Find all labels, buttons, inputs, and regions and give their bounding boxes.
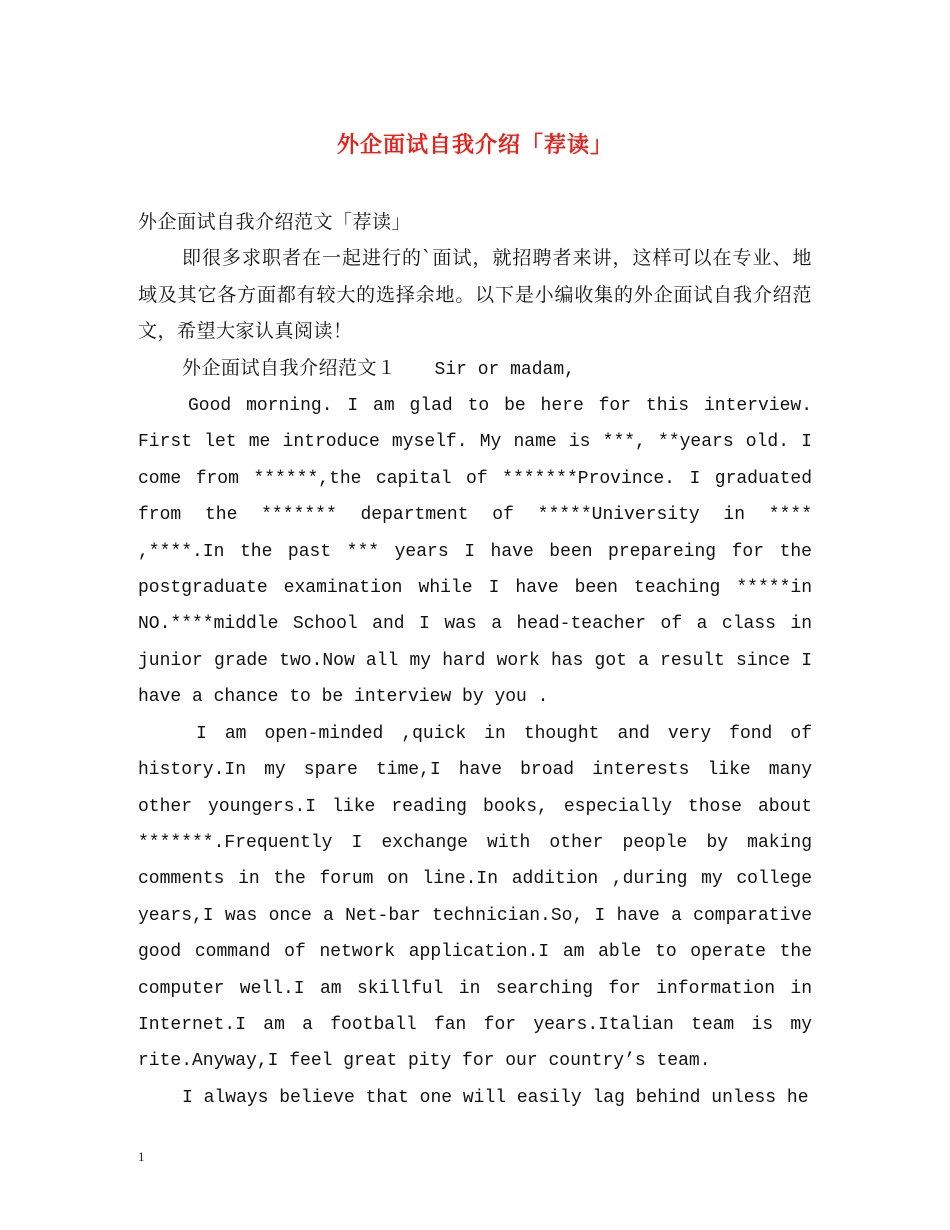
section-heading: 外企面试自我介绍范文１	[182, 356, 397, 379]
paragraph-1: Good morning. I am glad to be here for this interview. First let me introduce myself. My name is ***, **years old. I come from ******,the capital of *******Province. I graduated from the ******* department of *****University in **** ,****.In the past *** years I have been prepareing for the postgraduate examination while I have been teaching *****in NO.****middle School and I was a head-teacher of a class in junior grade two.Now all my hard work has got a result since I have a chance to be interview by you .	[138, 396, 812, 708]
document-body	[138, 204, 812, 1116]
paragraph-3: I always believe that one will easily lag behind unless he	[182, 1087, 809, 1108]
intro-paragraph: 即很多求职者在一起进行的`面试，就招聘者来讲，这样可以在专业、地域及其它各方面都有较大的选择余地。以下是小编收集的外企面试自我介绍范文，希望大家认真阅读！	[138, 247, 812, 343]
section-heading-line	[138, 350, 812, 388]
document-subtitle: 外企面试自我介绍范文「荐读」	[138, 211, 412, 233]
document-title: 外企面试自我介绍「荐读」	[336, 133, 613, 158]
paragraph-2: I am open-minded ,quick in thought and very fond of history.In my spare time,I have broad interests like many other youngers.I like reading books, especially those about *******.Frequently I exchange with other people by making comments in the forum on line.In addition ,during my college years,I was once a Net-bar technician.So, I have a comparative good command of network application.I am able to operate the computer well.I am skillful in searching for information in Internet.I am a football fan for years.Italian team is my rite.Anyway,I feel great pity for our country’s team.	[138, 723, 812, 1072]
page-number: 1	[138, 1149, 145, 1164]
salutation: Sir or madam,	[434, 359, 575, 380]
